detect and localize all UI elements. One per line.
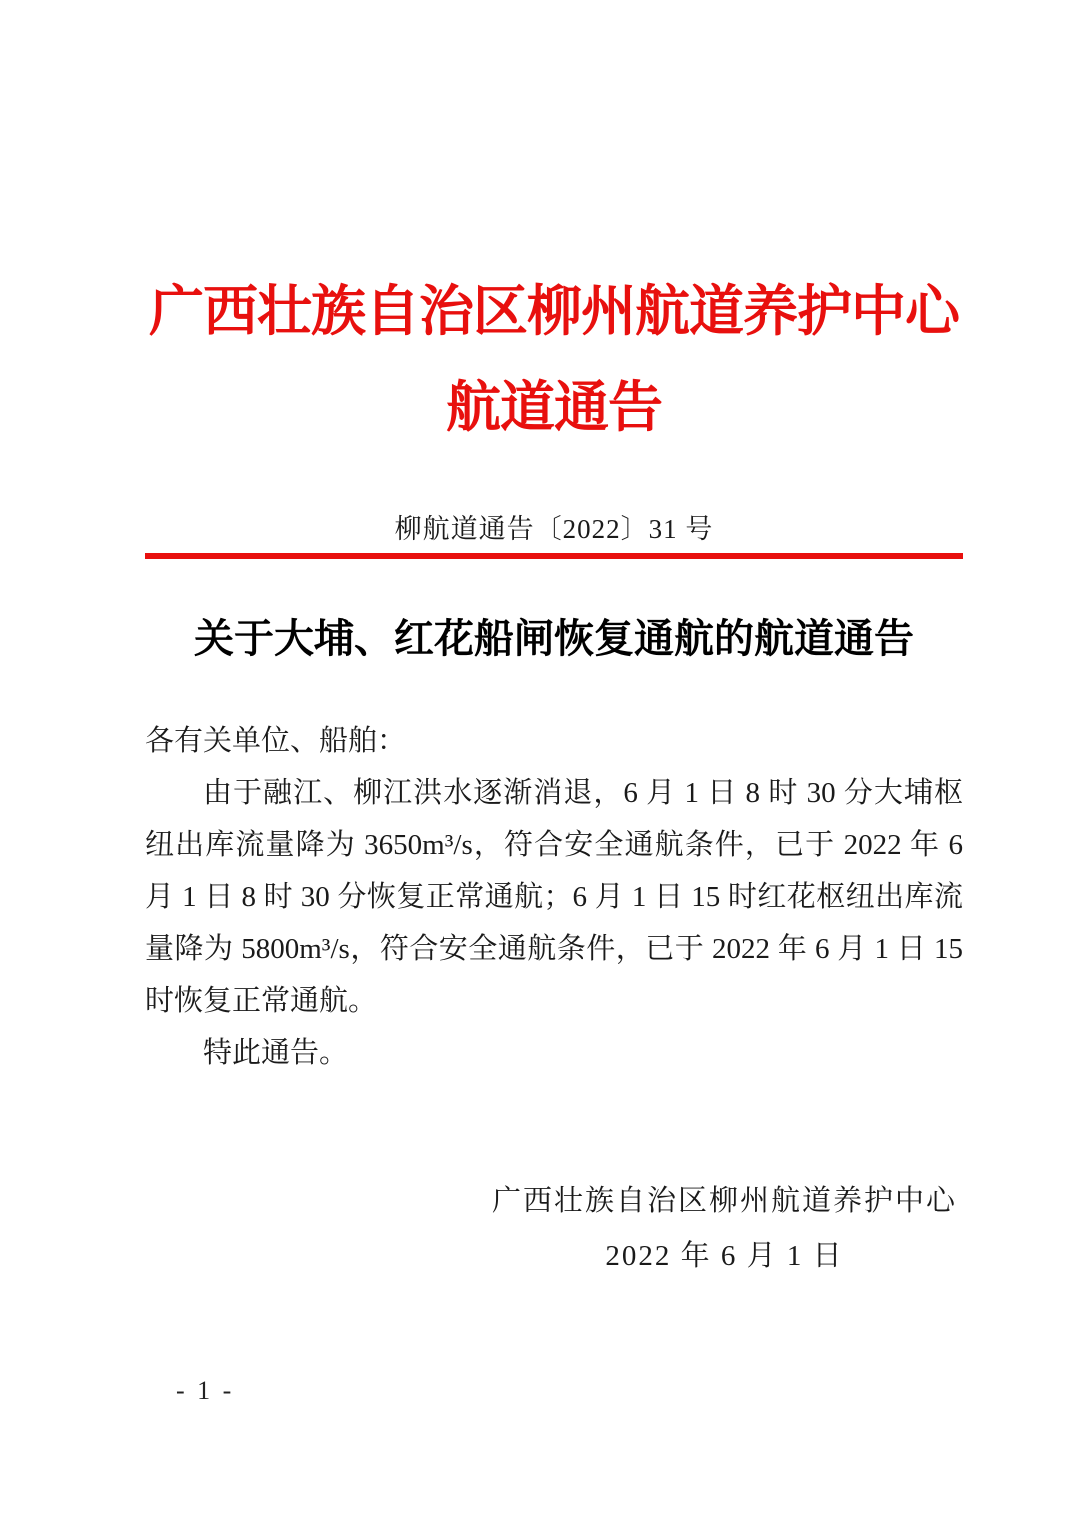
document-content <box>145 0 963 1284</box>
letterhead-title-line2: 航道通告 <box>445 377 662 438</box>
letterhead-title <box>145 278 963 442</box>
signature-block <box>492 1174 957 1284</box>
salutation-line: 各有关单位、船舶： <box>145 725 407 757</box>
letterhead-title-line1: 广西壮族自治区柳州航道养护中心 <box>148 281 959 342</box>
signature-date: 2022 年 6 月 1 日 <box>605 1240 844 1272</box>
page-number: - 1 - <box>176 1376 235 1405</box>
document-number: 柳航道通告〔2022〕31 号 <box>394 514 714 544</box>
signature-organization: 广西壮族自治区柳州航道养护中心 <box>491 1185 957 1217</box>
closing-statement: 特此通告。 <box>203 1037 349 1069</box>
red-divider-rule <box>145 553 963 559</box>
body-paragraph-main: 由于融江、柳江洪水逐渐消退，6 月 1 日 8 时 30 分大埔枢纽出库流量降为 3650m³/s，符合安全通航条件，已于 2022 年 6 月 1 日 8 时 30 分恢复正常通航；6 月 1 日 15 时红花枢纽出库流量降为 5800m³/s，符合安全通航条件，已于 2022 年 6 月 1 日 15 时恢复正常通航。 <box>145 777 963 1017</box>
notice-subject-title: 关于大埔、红花船闸恢复通航的航道通告 <box>194 616 914 661</box>
notice-body <box>145 715 963 1079</box>
